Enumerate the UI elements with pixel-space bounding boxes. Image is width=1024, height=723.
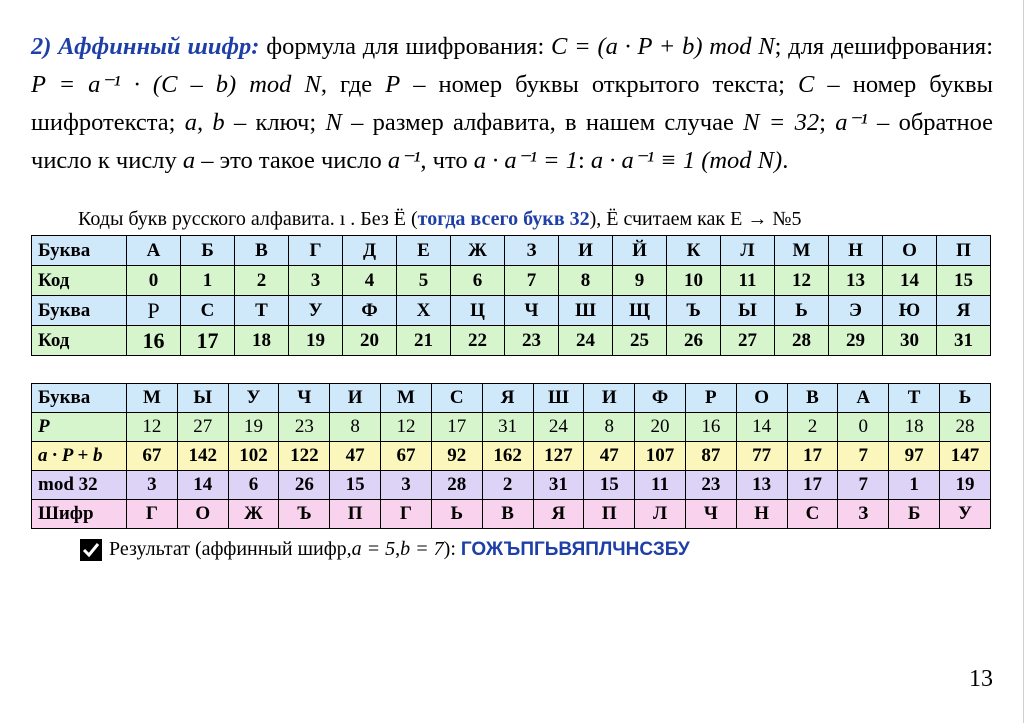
mod-value-cell: 6 [228, 471, 279, 500]
intro-text-4: – номер буквы открытого текста; [400, 71, 799, 98]
intro-text-5: – номер буквы шифротекста; [31, 71, 994, 136]
affine-value-cell: 122 [279, 442, 330, 471]
plaintext-letters-row [32, 384, 991, 413]
letter-cell: У [289, 296, 343, 326]
p-value-cell: 20 [635, 413, 686, 442]
intro-text-3: , где [320, 71, 386, 98]
cipher-letter-cell: Г [381, 500, 432, 529]
letter-cell: Ь [775, 296, 829, 326]
letter-cell: В [787, 384, 838, 413]
code-cell: 9 [613, 266, 667, 296]
a-inverse-symbol: a⁻¹ [835, 109, 868, 136]
code-cell: 25 [613, 326, 667, 356]
result-separator: , [395, 538, 401, 560]
letter-cell: Т [889, 384, 940, 413]
cipher-letters-row [32, 500, 991, 529]
code-cell: 12 [775, 266, 829, 296]
p-value-cell: 27 [177, 413, 228, 442]
letter-cell: Ш [533, 384, 584, 413]
affine-value-cell: 47 [584, 442, 635, 471]
alphabet-row-codes-2 [32, 326, 991, 356]
cipher-letter-cell: Ж [228, 500, 279, 529]
cipher-letter-cell: Б [889, 500, 940, 529]
row-header: Код [32, 266, 127, 296]
result-b-param: b = 7 [400, 538, 444, 560]
code-cell: 8 [559, 266, 613, 296]
row-header: Буква [32, 384, 127, 413]
code-cell: 7 [505, 266, 559, 296]
code-cell: 13 [829, 266, 883, 296]
cipher-letter-cell: З [838, 500, 889, 529]
alphabet-row-letters-1 [32, 236, 991, 266]
code-cell: 23 [505, 326, 559, 356]
alphabet-row-codes-1 [32, 266, 991, 296]
intro-text-10: – это такое число [195, 147, 388, 174]
letter-cell: Ы [721, 296, 775, 326]
row-header: Буква [32, 236, 127, 266]
plaintext-codes-row [32, 413, 991, 442]
code-cell: 17 [181, 326, 235, 356]
p-value-cell: 0 [838, 413, 889, 442]
mod-value-cell: 23 [685, 471, 736, 500]
affine-value-cell: 92 [431, 442, 482, 471]
letter-cell: Г [289, 236, 343, 266]
letter-cell: Щ [613, 296, 667, 326]
affine-value-cell: 102 [228, 442, 279, 471]
mod-value-cell: 11 [635, 471, 686, 500]
letter-cell: М [381, 384, 432, 413]
cipher-letter-cell: Ч [685, 500, 736, 529]
intro-text-13: . [782, 147, 789, 174]
cipher-letter-cell: У [940, 500, 991, 529]
code-cell: 19 [289, 326, 343, 356]
p-value-cell: 17 [431, 413, 482, 442]
letter-cell: Ж [451, 236, 505, 266]
cipher-letter-cell: П [584, 500, 635, 529]
code-cell: 0 [127, 266, 181, 296]
letter-cell: Й [613, 236, 667, 266]
code-cell: 16 [127, 326, 181, 356]
letter-cell: Ь [940, 384, 991, 413]
check-icon [80, 539, 102, 561]
code-cell: 18 [235, 326, 289, 356]
affine-value-cell: 127 [533, 442, 584, 471]
code-cell: 21 [397, 326, 451, 356]
affine-value-cell: 147 [940, 442, 991, 471]
row-header: a · P + b [32, 442, 127, 471]
letter-cell: У [228, 384, 279, 413]
letter-cell: З [505, 236, 559, 266]
letter-cell: Ы [177, 384, 228, 413]
p-value-cell: 2 [787, 413, 838, 442]
letter-cell: И [584, 384, 635, 413]
letter-cell: Ф [343, 296, 397, 326]
mod-value-cell: 19 [940, 471, 991, 500]
a-inverse-symbol-2: a⁻¹ [387, 147, 421, 174]
mod-value-cell: 31 [533, 471, 584, 500]
cipher-letter-cell: Ъ [279, 500, 330, 529]
result-label-2: ): [443, 538, 456, 560]
cipher-letter-cell: Г [127, 500, 178, 529]
letter-cell: Б [181, 236, 235, 266]
code-cell: 14 [883, 266, 937, 296]
affine-value-cell: 107 [635, 442, 686, 471]
alphabet-caption-part-1: Коды букв русского алфавита. ı . Без Ё ( [78, 208, 418, 230]
letter-cell: О [736, 384, 787, 413]
row-header: Шифр [32, 500, 127, 529]
n-symbol: N [325, 109, 342, 136]
code-cell: 31 [937, 326, 991, 356]
mod-value-cell: 3 [127, 471, 178, 500]
congruence-condition: a · a⁻¹ ≡ 1 (mod N) [590, 147, 783, 174]
mod-value-cell: 3 [381, 471, 432, 500]
intro-text-1: формула для шифрования: [259, 33, 552, 60]
a-symbol: a [182, 147, 196, 174]
affine-value-cell: 17 [787, 442, 838, 471]
alphabet-row-letters-2 [32, 296, 991, 326]
letter-cell: С [431, 384, 482, 413]
code-cell: 22 [451, 326, 505, 356]
letter-cell: Я [482, 384, 533, 413]
mod-value-cell: 13 [736, 471, 787, 500]
result-a-param: a = 5 [351, 538, 396, 560]
code-cell: 24 [559, 326, 613, 356]
letter-cell: М [127, 384, 178, 413]
letter-cell: П [937, 236, 991, 266]
affine-value-cell: 142 [177, 442, 228, 471]
mod-value-cell: 15 [584, 471, 635, 500]
p-value-cell: 23 [279, 413, 330, 442]
result-value: ГОЖЪПГЬВЯПЛЧНСЗБУ [460, 538, 690, 560]
letter-cell: Ю [883, 296, 937, 326]
code-cell: 2 [235, 266, 289, 296]
code-cell: 5 [397, 266, 451, 296]
letter-cell: О [883, 236, 937, 266]
letter-cell: В [235, 236, 289, 266]
code-cell: 11 [721, 266, 775, 296]
alphabet-caption-part-2: ), Ё считаем как Е → №5 [589, 208, 802, 230]
modulo-row [32, 471, 991, 500]
ab-symbol: a, b [184, 109, 225, 136]
row-header: mod 32 [32, 471, 127, 500]
cipher-letter-cell: П [330, 500, 381, 529]
letter-cell: Т [235, 296, 289, 326]
letter-cell: М [775, 236, 829, 266]
p-value-cell: 12 [127, 413, 178, 442]
inverse-condition: a · a⁻¹ = 1 [473, 147, 578, 174]
letter-cell: К [667, 236, 721, 266]
letter-cell: Р [127, 296, 181, 326]
affine-value-cell: 47 [330, 442, 381, 471]
mod-value-cell: 15 [330, 471, 381, 500]
affine-value-cell: 67 [381, 442, 432, 471]
code-cell: 20 [343, 326, 397, 356]
cipher-letter-cell: В [482, 500, 533, 529]
decryption-formula: P = a⁻¹ · (C – b) mod N [31, 71, 321, 98]
p-value-cell: 16 [685, 413, 736, 442]
intro-text-11: , что [420, 147, 474, 174]
code-cell: 6 [451, 266, 505, 296]
code-cell: 28 [775, 326, 829, 356]
intro-text-7: – размер алфавита, в нашем случае [341, 109, 744, 136]
alphabet-table [31, 235, 991, 356]
p-value-cell: 31 [482, 413, 533, 442]
encryption-formula: C = (a · P + b) mod N [551, 33, 775, 60]
letter-cell: Ш [559, 296, 613, 326]
code-cell: 15 [937, 266, 991, 296]
letter-cell: С [181, 296, 235, 326]
alphabet-caption-highlight: тогда всего букв 32 [417, 208, 590, 230]
intro-paragraph [31, 28, 993, 180]
affine-value-cell: 67 [127, 442, 178, 471]
cipher-letter-cell: О [177, 500, 228, 529]
mod-value-cell: 17 [787, 471, 838, 500]
intro-text-2: ; для дешифрования: [774, 33, 994, 60]
letter-cell: Ъ [667, 296, 721, 326]
mod-value-cell: 14 [177, 471, 228, 500]
intro-text-9: – обратное число к числу [31, 109, 994, 174]
letter-cell: Л [721, 236, 775, 266]
affine-value-cell: 77 [736, 442, 787, 471]
p-symbol: P [385, 71, 401, 98]
letter-cell: Р [685, 384, 736, 413]
letter-cell: Э [829, 296, 883, 326]
code-cell: 26 [667, 326, 721, 356]
letter-cell: И [330, 384, 381, 413]
cipher-letter-cell: С [787, 500, 838, 529]
p-value-cell: 8 [330, 413, 381, 442]
row-header: Код [32, 326, 127, 356]
n-equation: N = 32 [743, 109, 820, 136]
cipher-letter-cell: Я [533, 500, 584, 529]
letter-cell: И [559, 236, 613, 266]
code-cell: 1 [181, 266, 235, 296]
letter-cell: Е [397, 236, 451, 266]
p-value-cell: 24 [533, 413, 584, 442]
intro-text-8: ; [819, 109, 836, 136]
alphabet-caption [78, 208, 998, 231]
c-symbol: C [798, 71, 815, 98]
cipher-letter-cell: Н [736, 500, 787, 529]
letter-cell: Н [829, 236, 883, 266]
intro-text-6: – ключ; [224, 109, 326, 136]
result-label-1: Результат (аффинный шифр, [109, 538, 352, 560]
page-number: 13 [969, 666, 993, 692]
affine-value-cell: 162 [482, 442, 533, 471]
result-line [80, 538, 690, 561]
letter-cell: А [838, 384, 889, 413]
affine-value-cell: 87 [685, 442, 736, 471]
p-value-cell: 19 [228, 413, 279, 442]
row-header: Буква [32, 296, 127, 326]
p-value-cell: 8 [584, 413, 635, 442]
row-header: P [32, 413, 127, 442]
mod-value-cell: 1 [889, 471, 940, 500]
section-lead: 2) Аффинный шифр: [31, 33, 260, 60]
affine-value-cell: 97 [889, 442, 940, 471]
letter-cell: Х [397, 296, 451, 326]
encryption-table [31, 383, 991, 529]
code-cell: 30 [883, 326, 937, 356]
p-value-cell: 12 [381, 413, 432, 442]
affine-values-row [32, 442, 991, 471]
mod-value-cell: 28 [431, 471, 482, 500]
p-value-cell: 18 [889, 413, 940, 442]
code-cell: 10 [667, 266, 721, 296]
letter-cell: Я [937, 296, 991, 326]
letter-cell: Д [343, 236, 397, 266]
cipher-letter-cell: Ь [431, 500, 482, 529]
code-cell: 4 [343, 266, 397, 296]
letter-cell: Ц [451, 296, 505, 326]
cipher-letter-cell: Л [635, 500, 686, 529]
affine-value-cell: 7 [838, 442, 889, 471]
letter-cell: Ф [635, 384, 686, 413]
letter-cell: Ч [505, 296, 559, 326]
code-cell: 27 [721, 326, 775, 356]
letter-cell: А [127, 236, 181, 266]
code-cell: 3 [289, 266, 343, 296]
mod-value-cell: 7 [838, 471, 889, 500]
mod-value-cell: 26 [279, 471, 330, 500]
p-value-cell: 14 [736, 413, 787, 442]
letter-cell: Ч [279, 384, 330, 413]
mod-value-cell: 2 [482, 471, 533, 500]
p-value-cell: 28 [940, 413, 991, 442]
intro-text-12: : [577, 147, 591, 174]
code-cell: 29 [829, 326, 883, 356]
